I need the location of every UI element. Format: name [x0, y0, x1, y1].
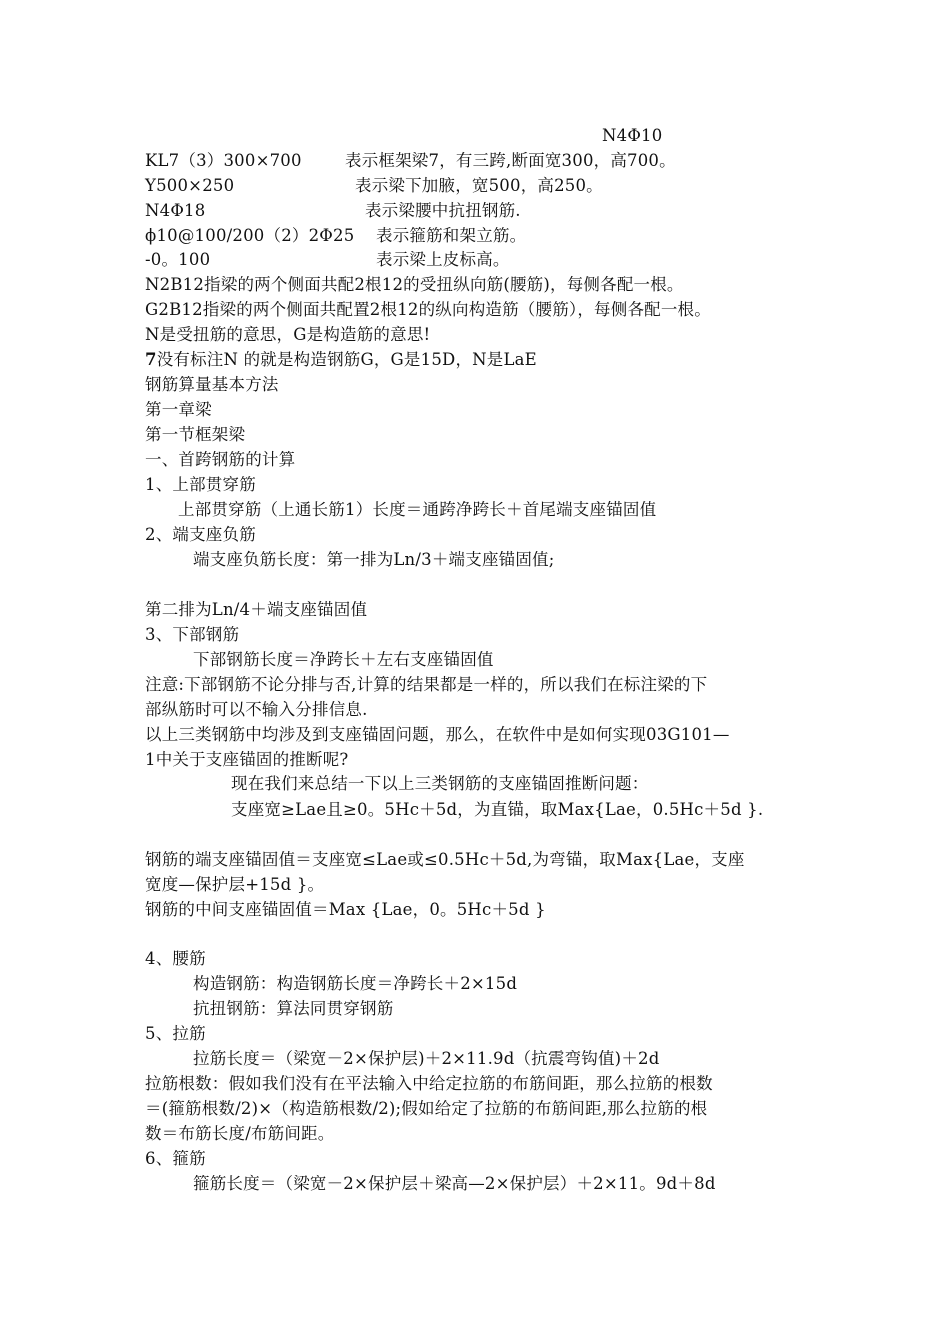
text-line: 现在我们来总结一下以上三类钢筋的支座锚固推断问题： — [231, 774, 649, 793]
heading: 4、腰筋 — [145, 949, 206, 968]
heading: 1、上部贯穿筋 — [145, 475, 256, 494]
text-line: 表示箍筋和架立筋。 — [376, 226, 527, 245]
text-line: 拉筋根数：假如我们没有在平法输入中给定拉筋的布筋间距，那么拉筋的根数 — [145, 1074, 713, 1093]
text-line: -0。100 — [145, 250, 211, 269]
text-line: 注意:下部钢筋不论分排与否,计算的结果都是一样的，所以我们在标注梁的下 — [145, 675, 708, 694]
text-line: 数＝布筋长度/布筋间距。 — [145, 1124, 335, 1143]
heading: 第一节框架梁 — [145, 425, 246, 444]
text-line: N是受扭筋的意思，G是构造筋的意思! — [145, 325, 431, 344]
text-line: 表示梁上皮标高。 — [376, 250, 510, 269]
text-line: 端支座负筋长度：第一排为Ln/3＋端支座锚固值; — [193, 550, 555, 569]
text-line: 箍筋长度＝（梁宽－2×保护层＋梁高—2×保护层）＋2×11。9d＋8d — [193, 1174, 716, 1193]
text-line: 以上三类钢筋中均涉及到支座锚固问题，那么，在软件中是如何实现03G101— — [145, 725, 730, 744]
text-line: 表示梁腰中抗扭钢筋. — [365, 201, 521, 220]
text-line: 部纵筋时可以不输入分排信息. — [145, 700, 368, 719]
text-line: 1中关于支座锚固的推断呢? — [145, 750, 349, 769]
heading: 3、下部钢筋 — [145, 625, 240, 644]
text-line: 下部钢筋长度＝净跨长＋左右支座锚固值 — [193, 650, 494, 669]
heading: 一、首跨钢筋的计算 — [145, 450, 296, 469]
text-line: N4Φ18 — [145, 201, 206, 220]
text-line: 支座宽≥Lae且≥0。5Hc＋5d，为直锚，取Max{Lae，0.5Hc＋5d }. — [231, 800, 764, 819]
text-line: 表示梁下加腋，宽500，高250。 — [355, 176, 603, 195]
text-number: 7 — [145, 350, 157, 369]
text-line — [145, 349, 537, 371]
text-line: ＝(箍筋根数/2)×（构造筋根数/2);假如给定了拉筋的布筋间距,那么拉筋的根 — [145, 1099, 708, 1118]
text-line: 拉筋长度＝（梁宽－2×保护层)＋2×11.9d（抗震弯钩值)＋2d — [193, 1049, 660, 1068]
text-line: ϕ10@100/200（2）2Φ25 — [145, 226, 355, 245]
text-line: N2B12指梁的两个侧面共配2根12的受扭纵向筋(腰筋)，每侧各配一根。 — [145, 275, 684, 294]
heading: 2、端支座负筋 — [145, 525, 256, 544]
text-line: 第二排为Ln/4＋端支座锚固值 — [145, 600, 368, 619]
text-line: 钢筋的中间支座锚固值＝Max {Lae，0。5Hc＋5d } — [145, 900, 546, 919]
text-line: 上部贯穿筋（上通长筋1）长度＝通跨净跨长＋首尾端支座锚固值 — [178, 500, 657, 519]
text-line: KL7（3）300×700 — [145, 151, 302, 170]
text-line: Y500×250 — [145, 176, 235, 195]
text-line: N4Φ10 — [602, 126, 663, 145]
heading: 6、箍筋 — [145, 1149, 206, 1168]
text-line: 抗扭钢筋：算法同贯穿钢筋 — [193, 999, 394, 1018]
heading: 钢筋算量基本方法 — [145, 375, 279, 394]
text-line: 宽度—保护层+15d }。 — [145, 875, 325, 894]
heading: 第一章梁 — [145, 400, 212, 419]
text-line: G2B12指梁的两个侧面共配置2根12的纵向构造筋（腰筋），每侧各配一根。 — [145, 300, 711, 319]
heading: 5、拉筋 — [145, 1024, 206, 1043]
text-span: 没有标注N 的就是构造钢筋G，G是15D，N是LaE — [156, 350, 537, 369]
text-line: 构造钢筋：构造钢筋长度＝净跨长＋2×15d — [193, 974, 518, 993]
text-line: 表示框架梁7，有三跨,断面宽300，高700。 — [345, 151, 676, 170]
text-line: 钢筋的端支座锚固值＝支座宽≤Lae或≤0.5Hc＋5d,为弯锚，取Max{Lae，支座 — [145, 850, 745, 869]
